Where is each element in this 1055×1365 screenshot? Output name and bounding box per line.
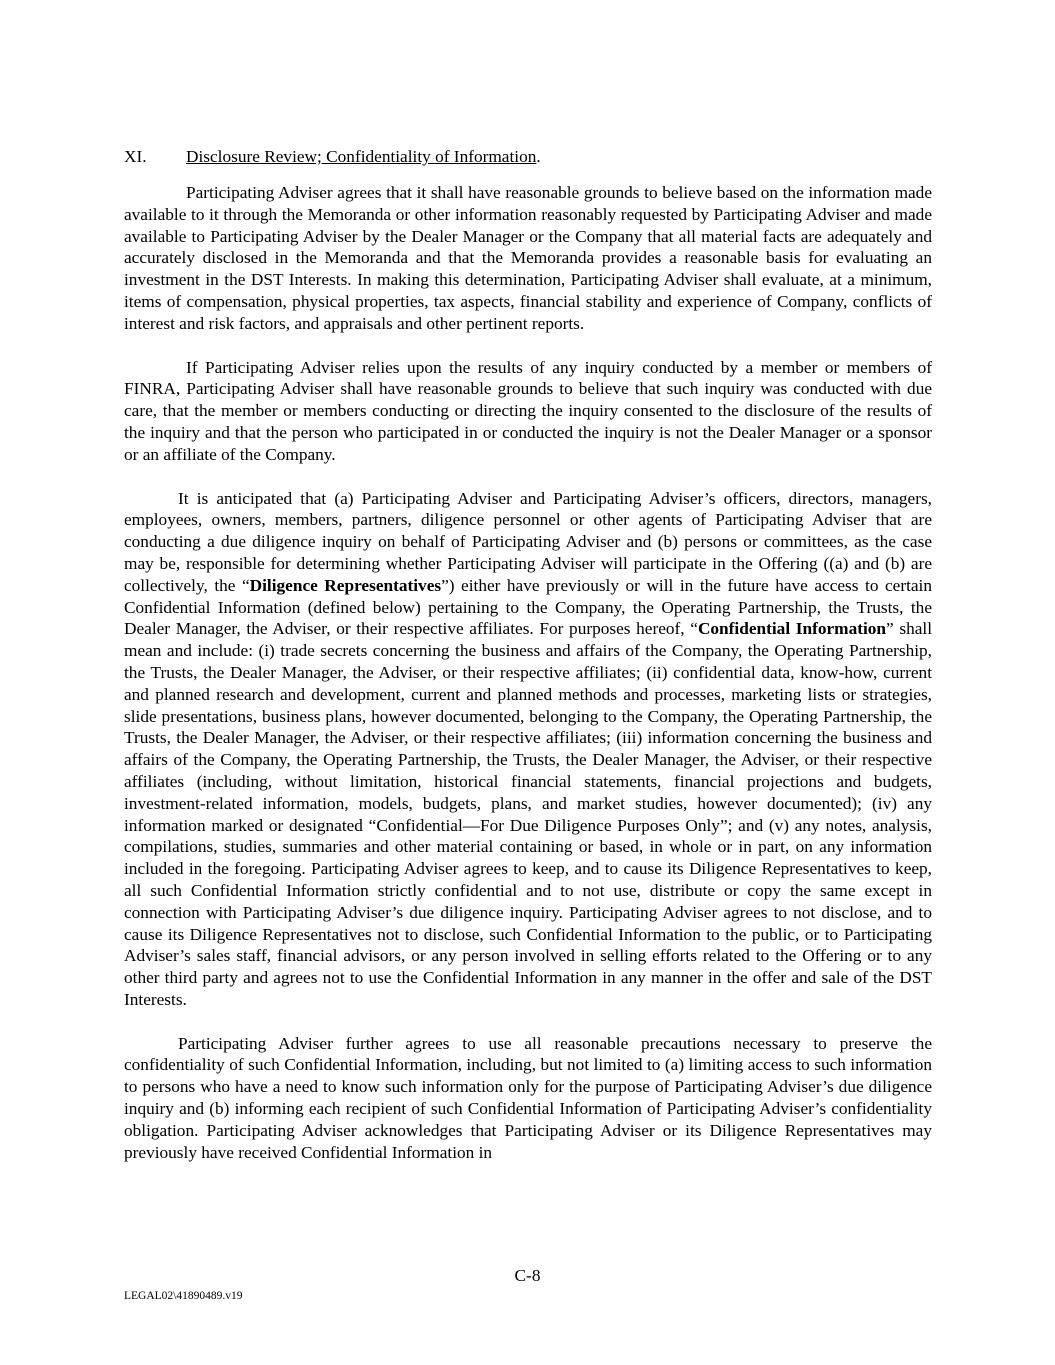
- section-title-suffix: .: [536, 147, 541, 166]
- paragraph-confidential-information: [124, 488, 932, 1011]
- section-heading: [124, 146, 932, 168]
- term-diligence-representatives: Diligence Representatives: [249, 575, 442, 595]
- paragraph-finra-inquiry: If Participating Adviser relies upon the results of any inquiry conducted by a member or members of FINRA, Participating Adviser shall have reasonable grounds to believe that such inquiry was conducted with due care, that the member or members conducting or directing the inquiry consented to the disclosure of the results of the inquiry and that the person who participated in or conducted the inquiry is not the Dealer Manager or a sponsor or an affiliate of the Company.: [124, 357, 932, 464]
- para3-part3: ” shall mean and include: (i) trade secrets concerning the business and affairs of the Company, the Operating Partnership, the Trusts, the Dealer Manager, the Adviser, or their respective affiliates; (ii) confidential data, know-how, current and planned research and development, current and planned methods and processes, marketing lists or strategies, slide presentations, business plans, however documented, belonging to the Company, the Operating Partnership, the Trusts, the Dealer Manager, the Adviser, or their respective affiliates; (iii) information concerning the business and affairs of the Company, the Operating Partnership, the Trusts, the Dealer Manager, the Adviser, or their respective affiliates (including, without limitation, historical financial statements, financial projections and budgets, investment-related information, models, budgets, plans, and market studies, however documented); (iv) any information marked or designated “Confidential—For Due Diligence Purposes Only”; and (v) any notes, analysis, compilations, studies, summaries and other material containing or based, in whole or in part, on any information included in the foregoing. Participating Adviser agrees to keep, and to cause its Diligence Representatives to keep, all such Confidential Information strictly confidential and to not use, distribute or copy the same except in connection with Participating Adviser’s due diligence inquiry. Participating Adviser agrees to not disclose, and to cause its Diligence Representatives not to disclose, such Confidential Information to the public, or to Participating Adviser’s sales staff, financial advisors, or any person involved in selling efforts related to the Offering or to any other third party and agrees not to use the Confidential Information in any manner in the offer and sale of the DST Interests.: [124, 619, 932, 1009]
- paragraph-disclosure-review: Participating Adviser agrees that it shall have reasonable grounds to believe based on the information made available to it through the Memoranda or other information reasonably requested by Participating Adviser and made available to Participating Adviser by the Dealer Manager or the Company that all material facts are adequately and accurately disclosed in the Memoranda and that the Memoranda provides a reasonable basis for evaluating an investment in the DST Interests. In making this determination, Participating Adviser shall evaluate, at a minimum, items of compensation, physical properties, tax aspects, financial stability and experience of Company, conflicts of interest and risk factors, and appraisals and other pertinent reports.: [124, 183, 932, 333]
- section-title: Disclosure Review; Confidentiality of Information: [186, 147, 537, 166]
- term-confidential-information: Confidential Information: [697, 619, 887, 639]
- page-number: C-8: [514, 1266, 541, 1285]
- para3-part1: It is anticipated that (a) Participating Adviser and Participating Adviser’s officers, directors, managers, employees, owners, members, partners, diligence personnel or other agents of Participating Adviser that are conducting a due diligence inquiry on behalf of Participating Adviser and (b) persons or committees, as the case may be, responsible for determining whether Participating Adviser will participate in the Offering ((a) and (b) are collectively, the “: [124, 488, 932, 595]
- document-body: [124, 146, 932, 1185]
- section-number: XI.: [124, 147, 147, 166]
- paragraph-precautions: Participating Adviser further agrees to use all reasonable precautions necessary to preserve the confidentiality of such Confidential Information, including, but not limited to (a) limiting access to such information to persons who have a need to know such information only for the purpose of Participating Adviser’s due diligence inquiry and (b) informing each recipient of such Confidential Information of Participating Adviser’s confidentiality obligation. Participating Adviser acknowledges that Participating Adviser or its Diligence Representatives may previously have received Confidential Information in: [124, 1033, 932, 1162]
- para3-part2: ”) either have previously or will in the future have access to certain Confidential Information (defined below) pertaining to the Company, the Operating Partnership, the Trusts, the Dealer Manager, the Adviser, or their respective affiliates. For purposes hereof, “: [124, 575, 933, 639]
- document-id: LEGAL02\41890489.v19: [124, 1290, 243, 1302]
